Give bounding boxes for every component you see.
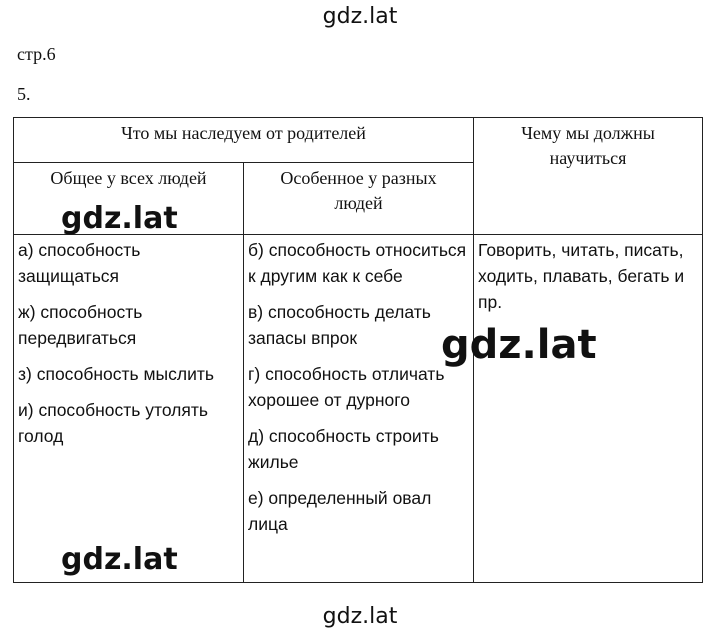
header-learn: Чему мы должны научиться [521, 123, 655, 168]
watermark-overlay-center: gdz.lat [441, 322, 597, 368]
learn-text: Говорить, читать, писать, ходить, плавать, бегать и пр. [478, 240, 685, 312]
common-items-cell [14, 235, 244, 583]
list-item: б) способность относиться к другим как к себе [248, 240, 467, 286]
special-items-cell [244, 235, 474, 583]
watermark-overlay-left-bottom: gdz.lat [61, 542, 178, 577]
watermark-overlay-left-top: gdz.lat [61, 201, 178, 236]
list-item: а) способность защищаться [18, 240, 141, 286]
list-item: в) способность делать запасы впрок [248, 302, 431, 348]
list-item: г) способность отличать хорошее от дурного [248, 364, 445, 410]
subheader-common: Общее у всех людей [50, 168, 207, 188]
list-item: е) определенный овал лица [248, 488, 432, 534]
subheader-special: Особенное у разных людей [280, 168, 437, 213]
page-reference: стр.6 [17, 44, 56, 64]
list-item: ж) способность передвигаться [18, 302, 143, 348]
header-inherit-cell [14, 118, 474, 163]
watermark-bottom: gdz.lat [322, 604, 398, 629]
task-number: 5. [17, 84, 31, 104]
watermark-top: gdz.lat [322, 4, 398, 29]
header-inherit: Что мы наследуем от родителей [121, 123, 366, 143]
header-learn-cell [474, 118, 703, 235]
list-item: и) способность утолять голод [18, 400, 209, 446]
list-item: з) способность мыслить [18, 364, 214, 384]
learn-cell [474, 235, 703, 583]
subheader-special-cell [244, 163, 474, 235]
list-item: д) способность строить жилье [248, 426, 439, 472]
answer-table [13, 117, 703, 583]
